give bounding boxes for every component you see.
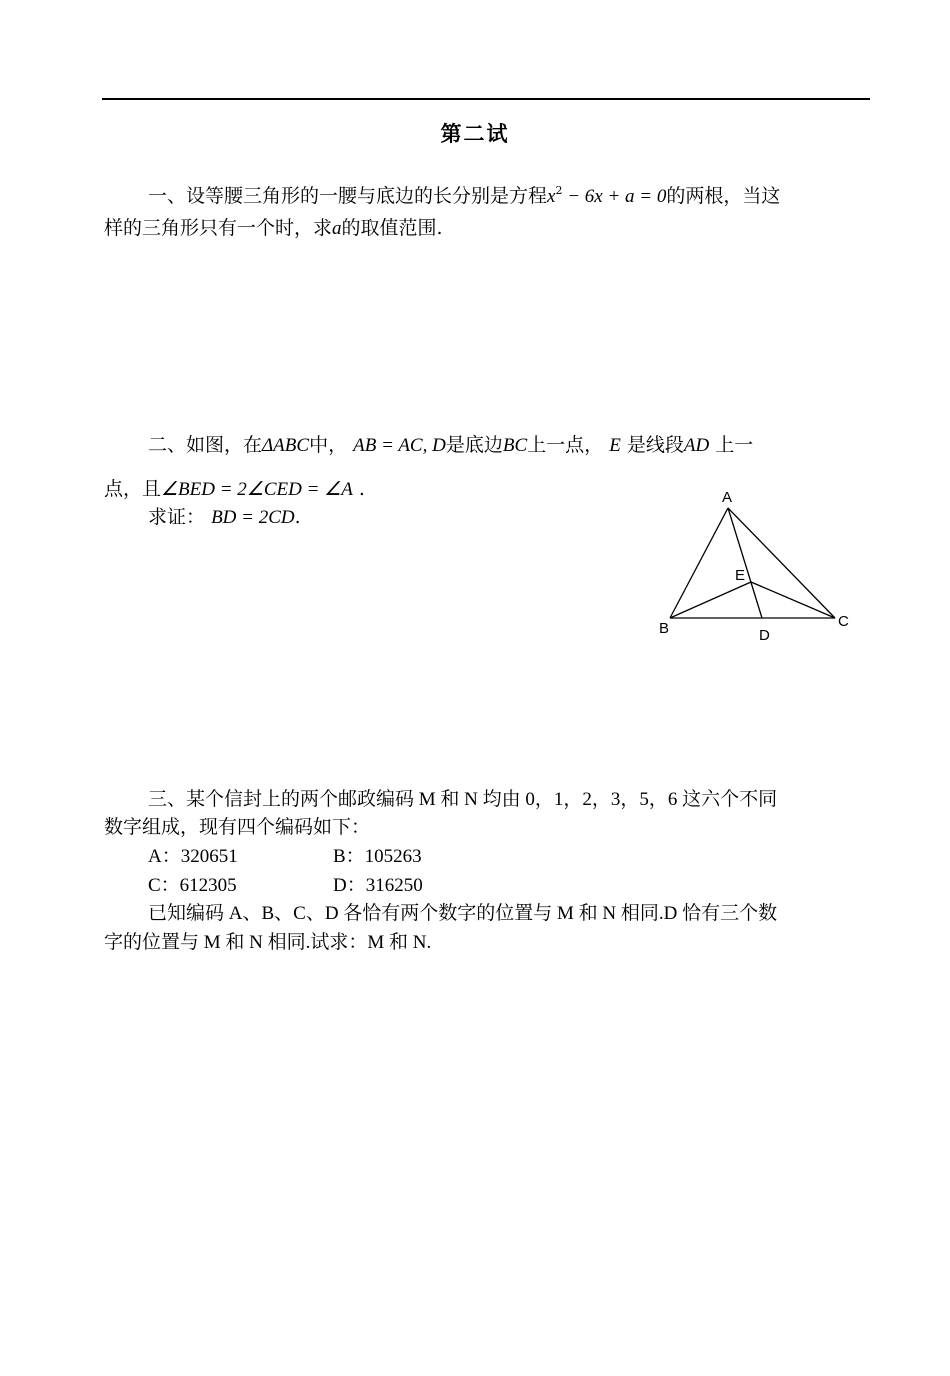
problem-2-text-g: 上一 — [715, 434, 754, 456]
triangle-figure — [655, 480, 860, 645]
problem-2-text-f: 是线段 — [626, 434, 684, 456]
prove-period: . — [294, 506, 301, 528]
problem-2-line-2 — [104, 477, 365, 502]
equation-exponent: 2 — [555, 184, 563, 197]
segment-bc: BC — [502, 435, 528, 456]
problem-2-text-b: 中， — [309, 434, 348, 456]
label-c: C — [838, 613, 849, 630]
segment-ab-line — [670, 508, 728, 618]
equality-ab-ac: AB = AC, D — [353, 435, 446, 456]
equation-rest: − 6x + a = 0 — [562, 186, 667, 207]
variable-a: a — [332, 218, 342, 239]
label-a: A — [722, 489, 733, 506]
equation-variable-x: x — [547, 186, 556, 207]
segment-ad: AD — [683, 435, 710, 456]
segment-ce-line — [751, 582, 835, 618]
prove-label: 求证： — [148, 506, 206, 528]
angle-relation: ∠BED = 2∠CED = ∠A — [161, 479, 353, 500]
problem-1-line-2 — [104, 216, 443, 241]
problem-2-text-c: 是底边 — [445, 434, 503, 456]
label-d: D — [759, 627, 770, 644]
problem-2-text-h: 点，且 — [104, 478, 162, 500]
header-rule — [102, 98, 870, 100]
problem-2-line-3 — [148, 505, 301, 530]
problem-2-period: . — [358, 478, 365, 500]
triangle-abc: ΔABC — [262, 435, 310, 456]
point-e: E — [609, 435, 621, 456]
label-e: E — [735, 567, 746, 584]
problem-2-text-a: 二、如图，在 — [148, 434, 263, 456]
code-a: A：320651 — [148, 846, 238, 867]
problem-1-text-c: 样的三角形只有一个时，求 — [104, 217, 333, 239]
problem-2-text-d: 上一点， — [527, 434, 604, 456]
problem-3-line-2: 数字组成，现有四个编码如下： — [104, 817, 371, 838]
code-b: B：105263 — [333, 846, 422, 867]
prove-statement: BD = 2CD — [211, 507, 295, 528]
problem-3-line-4: 字的位置与 M 和 N 相同.试求：M 和 N. — [104, 932, 432, 953]
label-b: B — [659, 620, 670, 637]
problem-2-line-1 — [148, 433, 753, 458]
problem-3-line-1: 三、某个信封上的两个邮政编码 M 和 N 均由 0，1，2，3，5，6 这六个不同 — [148, 789, 778, 810]
problem-1-text-d: 的取值范围. — [341, 217, 443, 239]
problem-1-line-1 — [148, 179, 780, 209]
segment-ac-line — [728, 508, 835, 618]
problem-1-text-b: 的两根，当这 — [666, 185, 781, 207]
code-c: C：612305 — [148, 875, 237, 896]
problem-3-line-3: 已知编码 A、B、C、D 各恰有两个数字的位置与 M 和 N 相同.D 恰有三个数 — [148, 903, 778, 924]
segment-ad-line — [728, 508, 762, 618]
page-title: 第二试 — [440, 121, 510, 146]
segment-be-line — [670, 582, 751, 618]
problem-1-text-a: 一、设等腰三角形的一腰与底边的长分别是方程 — [148, 185, 548, 207]
code-d: D：316250 — [333, 875, 423, 896]
